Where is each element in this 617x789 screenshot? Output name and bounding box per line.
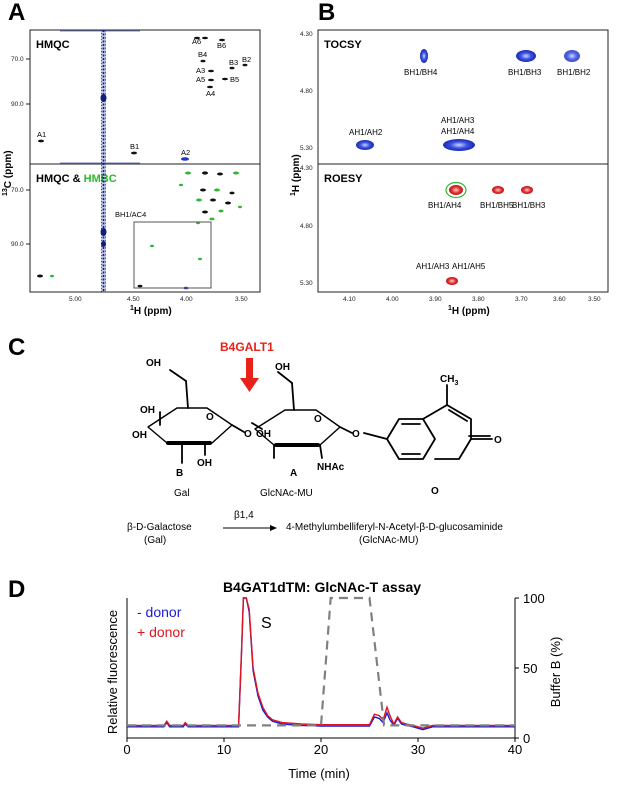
reactant-abbrev: (Gal): [144, 535, 167, 546]
linkage-label: β1,4: [234, 510, 254, 521]
atom-label: OH: [146, 358, 161, 369]
panel-d-letter: D: [8, 576, 26, 603]
peak-label: B6: [217, 41, 227, 50]
b-ytick: 4.80: [300, 223, 313, 230]
chart-title: B4GAT1dTM: GlcNAc-T assay: [222, 579, 422, 595]
a-xlabel: $^1$H (ppm): [130, 305, 172, 317]
a-xtick: 4.00: [180, 296, 193, 303]
x-tick-label: 10: [216, 742, 232, 757]
a-xtick: 3.50: [235, 296, 248, 303]
substrate-peak-label: S: [261, 615, 272, 632]
tocsy-label: AH1/AH4: [441, 127, 475, 136]
b-xtick: 4.10: [343, 296, 356, 303]
methyl-label: $CH_3$: [440, 374, 459, 387]
b-ytick: 4.80: [300, 88, 313, 95]
atom-label: OH: [140, 405, 155, 416]
legend-plus-donor: + donor: [137, 624, 185, 640]
peak-label: A6: [192, 37, 202, 46]
a-ylabel: $^{13}$C (ppm): [2, 150, 14, 196]
atom-label: O: [314, 414, 322, 425]
atom-label: O: [206, 412, 214, 423]
x-tick-label: 0: [123, 742, 131, 757]
peak-label: B4: [198, 50, 208, 59]
y2-tick-label: 0: [523, 731, 531, 746]
enzyme-arrow: [240, 358, 259, 392]
peak-label: A5: [196, 75, 206, 84]
b-ylabel: $^1$H (ppm): [290, 154, 302, 196]
peak-label: A2: [181, 148, 191, 157]
b-ytick: 4.30: [300, 165, 313, 172]
b-xtick: 3.80: [472, 296, 485, 303]
reactant-name: β-D-Galactose: [127, 522, 192, 533]
enzyme-label: B4GALT1: [220, 340, 274, 354]
a-ytick: 70.0: [11, 56, 24, 63]
tocsy-label: BH1/BH4: [404, 68, 438, 77]
panel-a: [2, 0, 260, 317]
panel-b-letter: B: [318, 0, 336, 26]
peak-label: B3: [229, 58, 239, 67]
b-xlabel: $^1$H (ppm): [448, 305, 490, 317]
b-ytick: 5.30: [300, 145, 313, 152]
chromatogram-plot: [123, 591, 544, 757]
atom-label: OH: [256, 429, 271, 440]
peak-label: B5: [230, 75, 240, 84]
y2-tick-label: 100: [523, 591, 545, 606]
roesy-label: BH1/BH5: [480, 201, 514, 210]
b-xtick: 4.00: [386, 296, 399, 303]
no-donor-trace: [127, 598, 515, 730]
peak-label: A3: [196, 66, 206, 75]
x-tick-label: 20: [313, 742, 329, 757]
a-xtick: 5.00: [69, 296, 82, 303]
b-xtick: 3.60: [553, 296, 566, 303]
atom-label: NHAc: [317, 462, 345, 473]
atom-label: O: [352, 429, 360, 440]
roesy-label: AH1/AH5: [452, 262, 486, 271]
b-xtick: 3.90: [429, 296, 442, 303]
roesy-title: ROESY: [324, 173, 363, 185]
tocsy-label: BH1/BH2: [557, 68, 591, 77]
legend-no-donor: - donor: [137, 604, 182, 620]
tocsy-label: AH1/AH3: [441, 116, 475, 125]
chart-xlabel: Time (min): [288, 766, 350, 781]
glycan-atom-labels: [132, 358, 502, 497]
panel-c: [8, 334, 503, 546]
hmqc-hmbc-title: HMQC & HMBC: [36, 173, 117, 185]
b-xtick: 3.50: [588, 296, 601, 303]
a-ytick: 70.0: [11, 187, 24, 194]
residue-b-letter: B: [176, 468, 184, 479]
atom-label: O: [431, 486, 439, 497]
atom-label: OH: [132, 430, 147, 441]
a-ytick: 90.0: [11, 241, 24, 248]
atom-label: O: [244, 429, 252, 440]
y2-tick-label: 50: [523, 661, 538, 676]
residue-a-letter: A: [290, 468, 298, 479]
tocsy-label: BH1/BH3: [508, 68, 542, 77]
peak-label: A4: [206, 89, 216, 98]
reaction-arrow: [223, 525, 277, 531]
atom-label: OH: [275, 362, 290, 373]
product-abbrev: (GlcNAc-MU): [359, 535, 419, 546]
panel-c-letter: C: [8, 334, 26, 361]
roesy-label: BH1/AH4: [428, 201, 462, 210]
b-ytick: 5.30: [300, 280, 313, 287]
residue-b-name: Gal: [174, 488, 190, 499]
hmbc-box-label: BH1/AC4: [115, 210, 147, 219]
atom-label: OH: [197, 458, 212, 469]
x-tick-label: 40: [507, 742, 523, 757]
tocsy-title: TOCSY: [324, 39, 362, 51]
tocsy-label: AH1/AH2: [349, 128, 383, 137]
atom-label: O: [494, 435, 502, 446]
x-tick-label: 30: [410, 742, 426, 757]
residue-a-name: GlcNAc-MU: [260, 488, 313, 499]
chart-ylabel: Relative fluorescence: [105, 609, 120, 735]
b-ytick: 4.30: [300, 31, 313, 38]
panel-d: [8, 576, 563, 781]
buffer-b-gradient-line: [127, 598, 515, 725]
peak-label: B1: [130, 142, 140, 151]
hmqc-title: HMQC: [36, 39, 70, 51]
b-xtick: 3.70: [515, 296, 528, 303]
roesy-label: AH1/AH3: [416, 262, 450, 271]
product-name: 4-Methylumbelliferyl-N-Acetyl-β-D-glucosaminide: [286, 522, 503, 533]
chart-y2label: Buffer B (%): [548, 636, 563, 708]
peak-label: A1: [37, 130, 47, 139]
panel-b: [290, 0, 608, 317]
roesy-label: BH1/BH3: [512, 201, 546, 210]
a-ytick: 90.0: [11, 101, 24, 108]
peak-label: B2: [242, 55, 252, 64]
a-xtick: 4.50: [127, 296, 140, 303]
panel-a-letter: A: [8, 0, 26, 26]
plus-donor-trace: [127, 598, 515, 728]
